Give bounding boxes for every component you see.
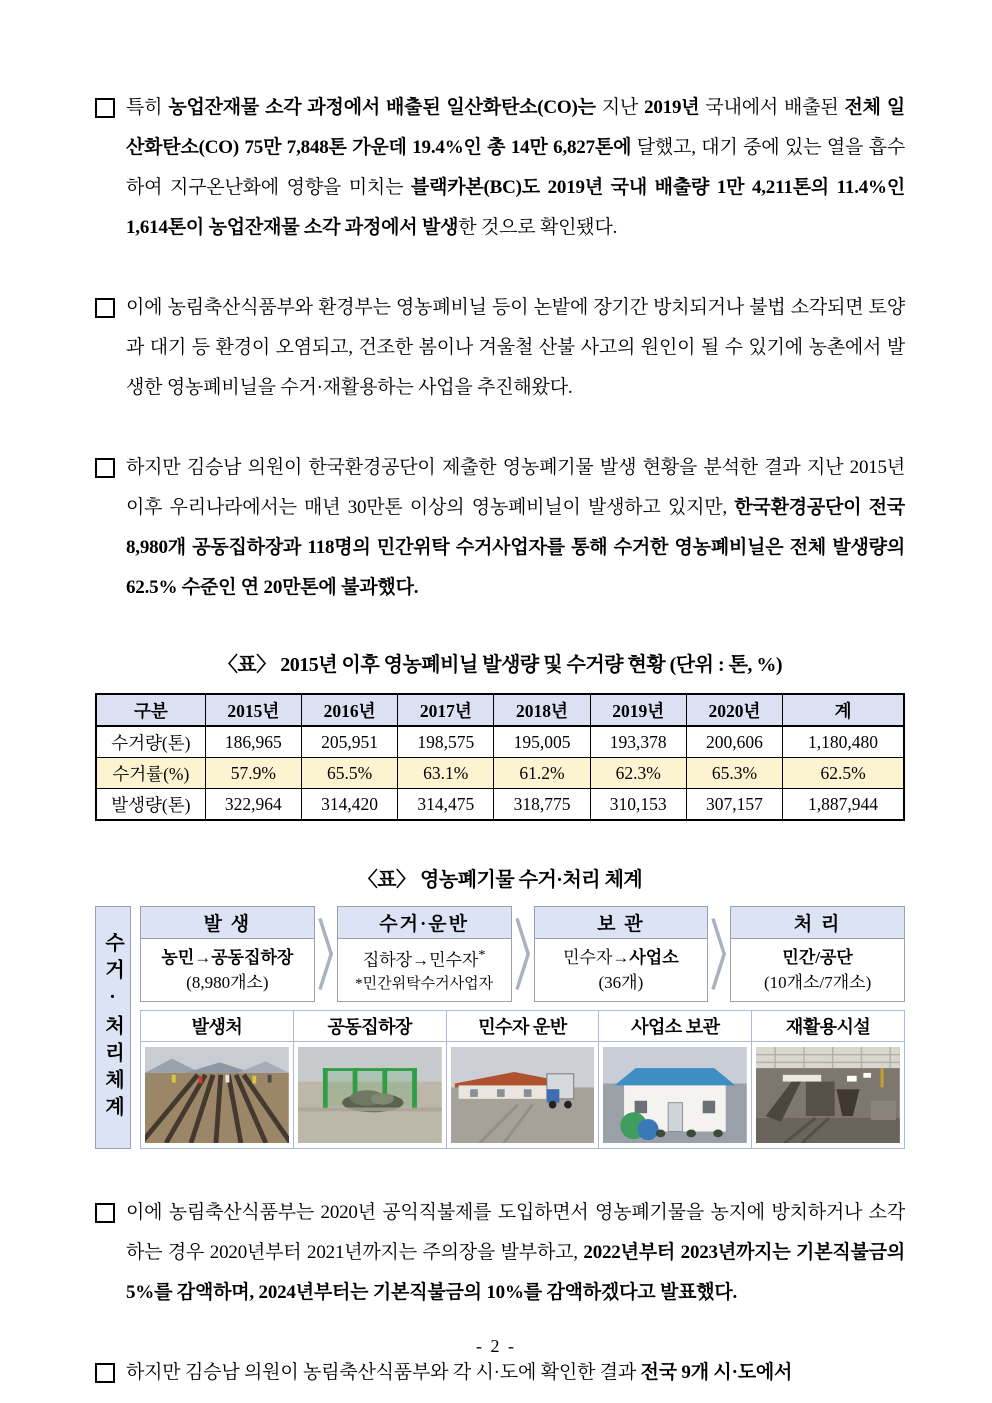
diagram-side-label: 수거·처리체계 [95,906,131,1149]
cell: 322,964 [205,789,301,821]
photo-field-origin [141,1042,294,1148]
photo-office-storage [599,1042,752,1148]
step-detail-text: (10개소/7개소) [764,973,872,992]
photo-caption: 발생처 [141,1011,294,1041]
step-header: 수거·운반 [338,907,511,939]
step-flow-text: 민수자→사업소 [563,947,679,967]
col-header: 2016년 [301,694,397,726]
chevron-right-icon [315,906,337,1002]
square-bullet-icon [95,458,115,478]
photo-contractor-transport [447,1042,600,1148]
cell: 1,180,480 [783,726,904,758]
col-header: 계 [783,694,904,726]
cell: 307,157 [686,789,782,821]
cell: 193,378 [590,726,686,758]
square-bullet-icon [95,98,115,118]
paragraph-collection-analysis [95,448,905,608]
paragraph-ministry-background [95,288,905,408]
cell: 1,887,944 [783,789,904,821]
page-number: - 2 - [476,1336,516,1356]
square-bullet-icon [95,1203,115,1223]
paragraph-co-emissions [95,88,905,248]
step-generation [140,906,315,1002]
photo-row [141,1042,904,1148]
col-header: 구분 [96,694,205,726]
asterisk-marker: * [478,946,486,963]
photo-caption: 재활용시설 [785,1017,871,1037]
recycling-photo-image [756,1047,900,1143]
table-title-collection-stats: 〈표〉 2015년 이후 영농폐비닐 발생량 및 수거량 현황 (단위 : 톤, %) [217,654,783,676]
cell: 61.2% [494,758,590,789]
step-header: 처 리 [731,907,904,939]
step-storage [534,906,709,1002]
col-header: 2015년 [205,694,301,726]
row-label: 발생량(톤) [96,789,205,821]
process-steps [140,906,905,1002]
paragraph-text: 하지만 김승남 의원이 농림축산식품부와 각 시·도에 확인한 결과 전국 9개 시·도에서 [126,1362,793,1383]
step-header: 발 생 [141,907,314,939]
cell: 198,575 [398,726,494,758]
step-detail-text: *민간위탁수거사업자 [355,975,494,992]
step-collection-transport [337,906,512,1002]
paragraph-text: 특히 농업잔재물 소각 과정에서 배출된 일산화탄소(CO)는 지난 2019년 국내에서 배출된 전체 일산화탄소(CO) 75만 7,848톤 가운데 19.4%인 총 14만 6,827톤에 달했고, 대기 중에 있는 열을 흡수하여 지구온난화에 영향을 미치는 블랙카본(BC)도 2019년 국내 배출량 1만 4,211톤의 11.4%인 1,614톤이 농업잔재물 소각 과정에서 발생한 것으로 확인됐다. [126,97,906,238]
cell: 57.9% [205,758,301,789]
paragraph-penalty-policy [95,1193,905,1313]
table-header-row [96,694,904,726]
table-row-generated-amount [96,789,904,821]
table-row-collected-amount [96,726,904,758]
office-photo-image [603,1047,747,1143]
step-treatment [730,906,905,1002]
chevron-right-icon [708,906,730,1002]
field-photo-image [145,1047,289,1143]
row-label: 수거률(%) [96,758,205,789]
cell: 310,153 [590,789,686,821]
cell: 318,775 [494,789,590,821]
col-header: 2020년 [686,694,782,726]
photo-captions-row [141,1011,904,1042]
row-label: 수거량(톤) [96,726,205,758]
cell: 62.5% [783,758,904,789]
table-row-collection-rate [96,758,904,789]
cell: 205,951 [301,726,397,758]
cell: 65.5% [301,758,397,789]
cell: 200,606 [686,726,782,758]
truck-photo-image [451,1047,595,1143]
cell: 314,475 [398,789,494,821]
cell: 314,420 [301,789,397,821]
step-detail-text: (36개) [598,973,644,992]
cell: 186,965 [205,726,301,758]
paragraph-text: 하지만 김승남 의원이 한국환경공단이 제출한 영농폐기물 발생 현황을 분석한 결과 지난 2015년 이후 우리나라에서는 매년 30만톤 이상의 영농폐비닐이 발생하고 있지만, 한국환경공단이 전국 8,980개 공동집하장과 118명의 민간위탁 수거사업자를 통해 수거한 영농폐비닐은 전체 발생량의 62.5% 수준인 연 20만톤에 불과했다. [126,457,905,598]
chevron-right-icon [512,906,534,1002]
cell: 62.3% [590,758,686,789]
diagram-title: 〈표〉 영농폐기물 수거·처리 체계 [357,869,643,891]
cell: 63.1% [398,758,494,789]
paragraph-text: 이에 농림축산식품부와 환경부는 영농폐비닐 등이 논밭에 장기간 방치되거나 불법 소각되면 토양과 대기 등 환경이 오염되고, 건조한 봄이나 겨울철 산불 사고의 원인이 될 수 있기에 농촌에서 발생한 영농폐비닐을 수거·재활용하는 사업을 추진해왔다. [126,297,905,398]
paragraph-text: 이에 농림축산식품부는 2020년 공익직불제를 도입하면서 영농폐기물을 농지에 방치하거나 소각하는 경우 2020년부터 2021년까지는 주의장을 발부하고, 2022년부터 2023년까지는 기본직불금의 5%를 감액하며, 2024년부터는 기본직불금의 10%를 감액하겠다고 발표했다. [126,1202,905,1303]
paragraph-province-findings [95,1353,905,1393]
photo-caption: 공동집하장 [294,1011,447,1041]
square-bullet-icon [95,298,115,318]
process-photos-block [140,1010,905,1149]
step-flow-text: 농민→공동집하장 [161,947,294,967]
cell: 65.3% [686,758,782,789]
cell: 195,005 [494,726,590,758]
collection-stats-table [95,693,905,821]
photo-common-depot [294,1042,447,1148]
step-header: 보 관 [535,907,708,939]
depot-photo-image [298,1047,442,1143]
diagram-main [140,906,905,1149]
col-header: 2019년 [590,694,686,726]
step-detail-text: (8,980개소) [186,973,269,992]
photo-caption: 사업소 보관 [599,1011,752,1041]
photo-caption: 민수자 운반 [447,1011,600,1041]
photo-recycling-facility [752,1042,904,1148]
col-header: 2017년 [398,694,494,726]
square-bullet-icon [95,1363,115,1383]
collection-process-diagram [95,906,905,1149]
col-header: 2018년 [494,694,590,726]
step-flow-text: 민간/공단 [782,947,853,967]
step-flow-text: 집하장→민수자* [362,946,486,970]
